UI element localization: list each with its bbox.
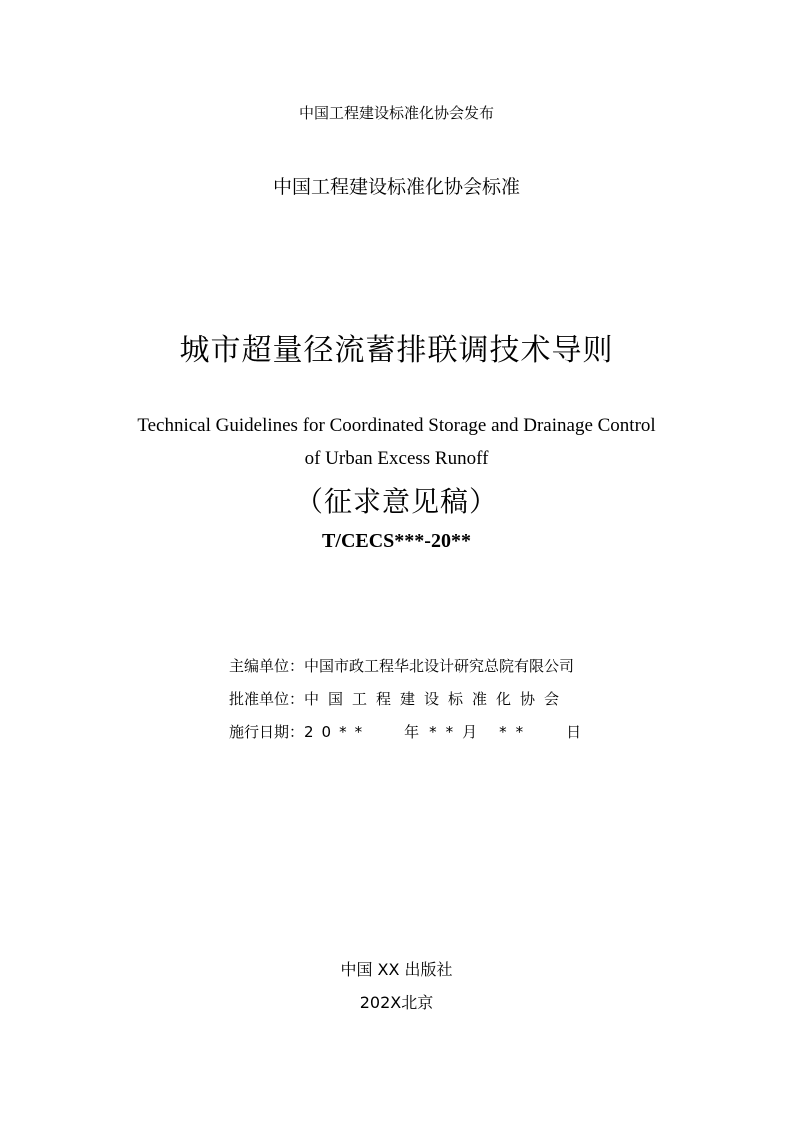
place-year: 202X北京	[359, 993, 434, 1012]
editor-label: 主编单位：	[229, 657, 305, 675]
approver-row	[229, 688, 568, 709]
date-day: **	[499, 723, 533, 741]
draft-note: （征求意见稿）	[294, 485, 498, 518]
date-year: 20**	[304, 723, 371, 741]
approver-label: 批准单位：	[229, 690, 305, 708]
date-day-unit: 日	[566, 723, 582, 741]
date-year-unit: 年	[404, 723, 420, 741]
publisher-press: 中国 XX 出版社	[340, 960, 453, 979]
title-english-line-2: of Urban Excess Runoff	[304, 448, 489, 469]
title-chinese: 城市超量径流蓄排联调技术导则	[179, 333, 614, 368]
publisher-line: 中国工程建设标准化协会发布	[298, 104, 494, 122]
editor-row	[229, 655, 574, 676]
date-label: 施行日期：	[229, 723, 305, 741]
standard-series: 中国工程建设标准化协会标准	[272, 176, 520, 198]
date-row	[229, 721, 581, 742]
title-english-line-1: Technical Guidelines for Coordinated Storage and Drainage Control	[137, 415, 656, 436]
approver-value: 中国工程建设标准化协会	[304, 690, 569, 708]
date-month: **月	[429, 723, 487, 741]
standard-number: T/CECS***-20**	[322, 530, 471, 552]
editor-value: 中国市政工程华北设计研究总院有限公司	[304, 657, 575, 675]
